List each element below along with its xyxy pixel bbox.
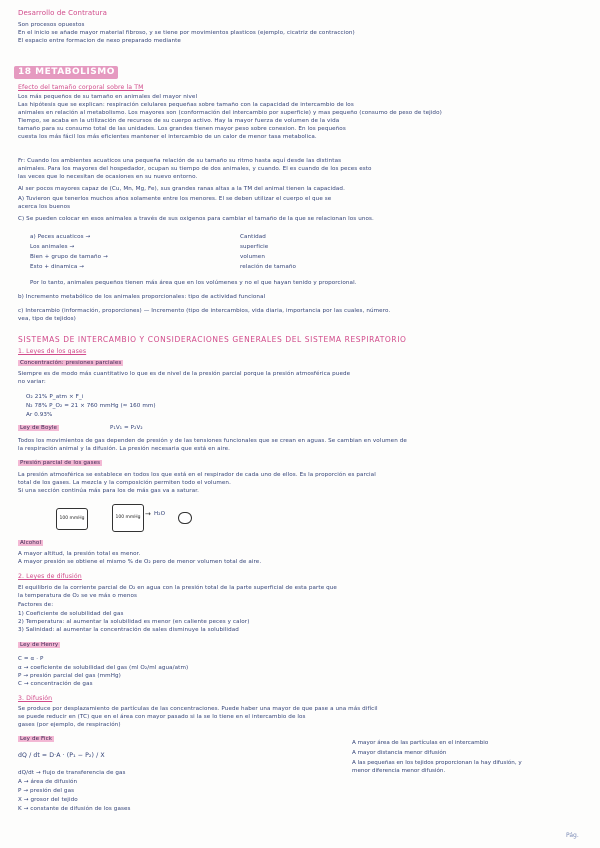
text-line: A) Tuvieron que tenerlos muchos años solamente entre los menores. El se deben utilizar el cuerpo el que se xyxy=(18,196,332,202)
text-line: c) Intercambio (información, proporciones) — Incremento (tipo de intercambios, vida diaria, importancia por las cuales, número. xyxy=(18,308,391,314)
text-line: Todos los movimientos de gas dependen de presión y de las tensiones funcionales que se crean en aguas. Se cambian en volumen de xyxy=(18,438,407,444)
section-2-title: SISTEMAS DE INTERCAMBIO Y CONSIDERACIONES GENERALES DEL SISTEMA RESPIRATORIO xyxy=(18,335,407,344)
text-line: las veces que lo necesitan de ocasiones en su nuevo entorno. xyxy=(18,174,198,180)
text-line: C → concentración de gas xyxy=(18,681,93,687)
text-line: A mayor presión se obtiene el mismo % de O₂ pero de menor volumen total de aire. xyxy=(18,559,262,565)
text-line: acerca los buenos xyxy=(18,204,71,210)
text-line: Factores de: xyxy=(18,602,54,608)
text-line: tamaño para su consumo total de las unidades. Los grandes tienen mayor peso sobre conexion. En los pequeños xyxy=(18,126,346,132)
side-note: A mayor área de las partículas en el intercambio xyxy=(352,740,489,746)
text-line: La presión atmosférica se establece en todos los que está en el respirador de cada uno de ellos. Es la proporción es parcial xyxy=(18,472,376,478)
subheading: 1. Leyes de los gases xyxy=(18,348,87,355)
chapter-subtitle: Efecto del tamaño corporal sobre la TM xyxy=(18,84,144,91)
chapter-title: 18 METABOLISMO xyxy=(18,67,115,77)
text-line: total de los gases. La mezcla y la composición permiten todo el volumen. xyxy=(18,480,231,486)
arrow-right-icon: → xyxy=(145,510,151,518)
text-line: animales en relación al metabolismo. Los mayores son (conformación del intercambio por superficie) y mas pequeño (consumo de peso de tejido) xyxy=(18,110,442,116)
formula-line: Ar 0.93% xyxy=(26,412,53,418)
text-line: se puede reducir en (TC) que en el área con mayor pasado si la se lo tiene en el intercambio de los xyxy=(18,714,306,720)
formula-line: dQ / dt = D·A · (P₁ − P₂) / X xyxy=(18,752,105,759)
diagram-box: 100 mmHg xyxy=(112,504,144,532)
text-line: dQ/dt → flujo de transferencia de gas xyxy=(18,770,126,776)
highlighted-label: Alcohol xyxy=(20,540,42,546)
formula-line: O₂ 21% P_atm × F_i xyxy=(26,394,84,400)
text-line: Se produce por desplazamiento de partículas de las concentraciones. Puede haber una mayor de que pase a una más difícil xyxy=(18,706,378,712)
highlighted-label: Ley de Henry xyxy=(20,642,59,648)
text-line: Son procesos opuestos xyxy=(18,22,85,28)
highlighted-label: Ley de Fick xyxy=(20,736,53,742)
diagram-box: 100 mmHg xyxy=(56,508,88,530)
text-line: P → presión del gas xyxy=(18,788,75,794)
formula-line: C = α · P xyxy=(18,656,44,662)
side-note: A mayor distancia menor difusión xyxy=(352,750,447,756)
text-line: 2) Temperatura: al aumentar la solubilidad es menor (en caliente peces y calor) xyxy=(18,619,250,625)
page-number: Pág. xyxy=(566,832,579,839)
text-line: P → presión parcial del gas (mmHg) xyxy=(18,673,121,679)
law-label xyxy=(18,736,54,743)
table-cell: Bien + grupo de tamaño → xyxy=(30,254,108,260)
text-line: α → coeficiente de solubilidad del gas (ml O₂/ml agua/atm) xyxy=(18,665,189,671)
text-line: El equilibrio de la corriente parcial de O₂ en agua con la presión total de la parte superficial de esta parte que xyxy=(18,585,337,591)
text-line: vea, tipo de tejidos) xyxy=(18,316,76,322)
highlighted-label: Concentración: presiones parciales xyxy=(20,360,122,366)
text-line: Las hipótesis que se explican: respiración celulares pequeñas sobre tamaño con la capacidad de intercambio de los xyxy=(18,102,354,108)
table-cell: Esto + dinamica → xyxy=(30,264,85,270)
law-label xyxy=(18,642,60,649)
table-cell: Cantidad xyxy=(240,234,266,240)
formula-line: P₁V₁ = P₂V₂ xyxy=(110,425,143,431)
text-line: Si una sección continúa más para los de más gas va a saturar. xyxy=(18,488,199,494)
text-line: Tiempo, se acaba en la utilización de recursos de su cuerpo activo. Hay la mayor fuerza de volumen de la vida xyxy=(18,118,340,124)
side-note: A las pequeñas en los tejidos proporcionan la hay difusión, y xyxy=(352,760,522,766)
subheading: 2. Leyes de difusión xyxy=(18,573,82,580)
subheading-highlight xyxy=(18,460,102,467)
text-line: no variar: xyxy=(18,379,46,385)
diagram-label: H₂O xyxy=(154,511,166,517)
text-line: b) Incremento metabólico de los animales proporcionales: tipo de actividad funcional xyxy=(18,294,266,300)
table-cell: Los animales → xyxy=(30,244,75,250)
text-line: gases (por ejemplo, de respiración) xyxy=(18,722,121,728)
text-line: Fr: Cuando los ambientes acuaticos una pequeña relación de su tamaño su ritmo hasta aquí desde las distintas xyxy=(18,158,342,164)
text-line: A → área de difusión xyxy=(18,779,78,785)
text-line: la temperatura de O₂ se ve más o menos xyxy=(18,593,138,599)
table-cell: relación de tamaño xyxy=(240,264,297,270)
text-line: Siempre es de modo más cuantitativo lo que es de nivel de la presión parcial porque la presión atmosférica puede xyxy=(18,371,351,377)
text-line: A mayor altitud, la presión total es menor. xyxy=(18,551,141,557)
text-line: X → grosor del tejido xyxy=(18,797,78,803)
law-label xyxy=(18,425,59,432)
text-line: 3) Salinidad: al aumentar la concentración de sales disminuye la solubilidad xyxy=(18,627,239,633)
text-line: C) Se pueden colocar en esos animales a través de sus oxigenos para cambiar el tamaño de la que se relacionan los unos. xyxy=(18,216,374,222)
text-line: cuesta los más fácil los más eficientes mantener el intercambio de un calor de menor tasa metabolica. xyxy=(18,134,317,140)
side-note: menor diferencia menor difusión. xyxy=(352,768,446,774)
highlighted-label: Ley de Boyle xyxy=(20,425,58,431)
text-line: En el inicio se añade mayor material fibroso, y se tiene por movimientos plasticos (ejemplo, cicatriz de contraccion) xyxy=(18,30,355,36)
text-line: Al ser pocos mayores capaz de (Cu, Mn, Mg, Fe), sus grandes ranas altas a la TM del animal tienen la capacidad. xyxy=(18,186,345,192)
formula-line: N₂ 78% P_O₂ = 21 × 760 mmHg (≈ 160 mm) xyxy=(26,403,156,409)
table-cell: a) Peces acuaticos → xyxy=(30,234,91,240)
text-line: la respiración animal y la difusión. La presión necesaria que está en aire. xyxy=(18,446,231,452)
diagram-drop xyxy=(178,512,192,524)
subheading-highlight xyxy=(18,360,123,367)
subheading-highlight xyxy=(18,540,43,547)
text-line: animales. Para los mayores del hospedador, ocupan su tiempo de dos animales, y cuando. El es cuando de los peces esto xyxy=(18,166,372,172)
text-line: 1) Coeficiente de solubilidad del gas xyxy=(18,611,124,617)
subheading: 3. Difusión xyxy=(18,695,53,702)
section-heading: Desarrollo de Contratura xyxy=(18,9,108,17)
table-cell: volumen xyxy=(240,254,265,260)
text-line: El espacio entre formacion de nexo preparado mediante xyxy=(18,38,181,44)
text-line: Los más pequeños de su tamaño en animales del mayor nivel xyxy=(18,94,198,100)
text-line: K → constante de difusión de los gases xyxy=(18,806,131,812)
text-line: Por lo tanto, animales pequeños tienen más área que en los volúmenes y no el que hayan tenido y proporcional. xyxy=(30,280,357,286)
table-cell: superficie xyxy=(240,244,269,250)
highlighted-label: Presión parcial de los gases xyxy=(20,460,101,466)
